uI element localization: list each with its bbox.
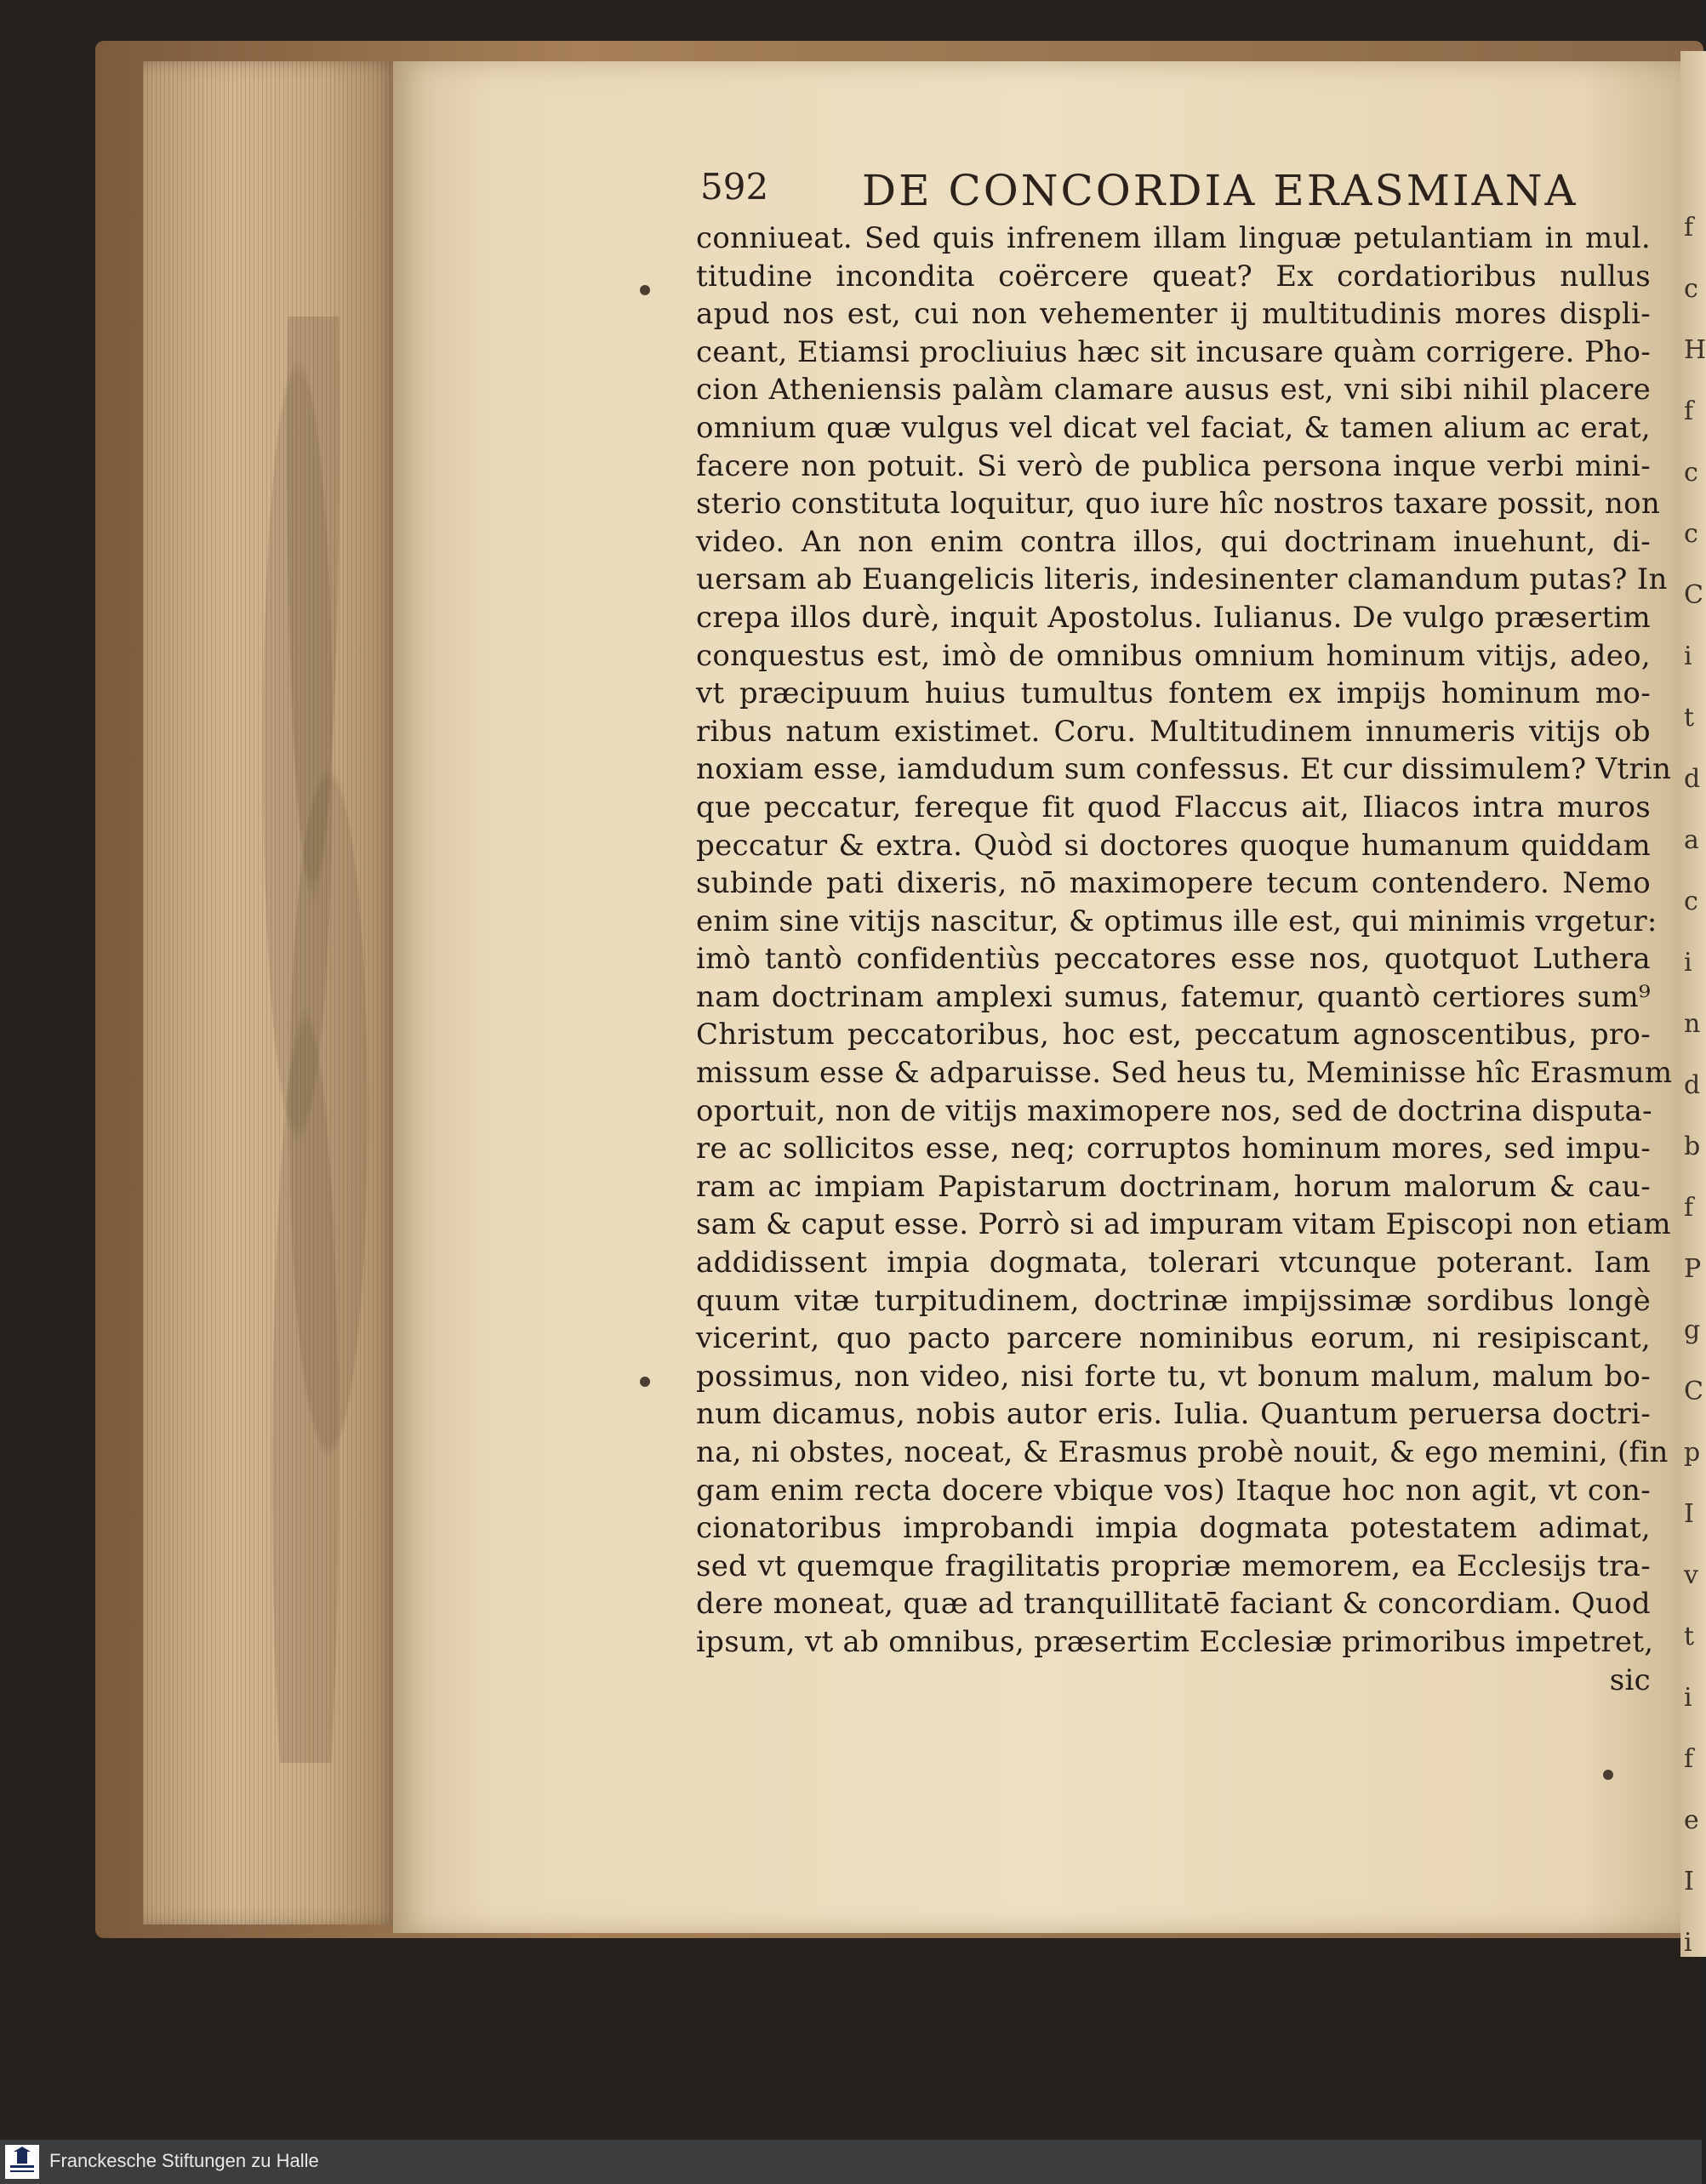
margin-letter: c (1684, 458, 1698, 488)
margin-letter: g (1684, 1315, 1701, 1345)
text-line: re ac sollicitos esse, neq; corruptos hominum mores, sed impu- (696, 1132, 1651, 1166)
text-line: Christum peccatoribus, hoc est, peccatum agnoscentibus, pro- (696, 1018, 1651, 1052)
margin-letter: a (1684, 825, 1699, 855)
text-line: titudine incondita coërcere queat? Ex cordatioribus nullus (696, 259, 1651, 294)
ink-spot (640, 1377, 650, 1387)
text-line: subinde pati dixeris, nō maximopere tecum contendero. Nemo (696, 866, 1651, 901)
margin-letter: C (1684, 580, 1703, 610)
margin-letter: i (1684, 1683, 1692, 1713)
margin-letter: d (1684, 1070, 1701, 1100)
text-line: sam & caput esse. Porrò si ad impuram vitam Episcopi non etiam (696, 1207, 1671, 1242)
margin-letter: n (1684, 1009, 1701, 1039)
text-line: num dicamus, nobis autor eris. Iulia. Quantum peruersa doctri- (696, 1397, 1651, 1432)
text-line: cion Atheniensis palàm clamare ausus est, vni sibi nihil placere (696, 373, 1651, 408)
body-text (696, 220, 1673, 1699)
text-line: addidissent impia dogmata, tolerari vtcunque poterant. Iam (696, 1246, 1651, 1280)
margin-letter: c (1684, 887, 1698, 916)
text-line: sic (1609, 1662, 1651, 1697)
margin-letter: i (1684, 642, 1692, 671)
margin-letter: p (1684, 1438, 1701, 1468)
text-line: conniueat. Sed quis infrenem illam linguæ petulantiam in mul. (696, 221, 1651, 255)
facing-page-margin (1680, 51, 1706, 1957)
margin-letter: f (1684, 1193, 1694, 1223)
margin-letter: t (1684, 1622, 1695, 1651)
text-line: ribus natum existimet. Coru. Multitudinem innumeris vitijs ob (696, 714, 1651, 749)
margin-letter: P (1684, 1254, 1702, 1284)
text-line: nam doctrinam amplexi sumus, fatemur, quantò certiores sum⁹ (696, 979, 1651, 1014)
ink-spot (640, 285, 650, 295)
margin-letter: f (1684, 213, 1694, 242)
text-line: uersam ab Euangelicis literis, indesinenter clamandum putas? In (696, 562, 1668, 597)
margin-letter: I (1684, 1499, 1694, 1529)
margin-letter: b (1684, 1132, 1701, 1161)
institution-logo-icon (5, 2145, 39, 2179)
gauffered-edge-decoration (237, 316, 390, 1763)
viewer-footer (0, 2140, 1702, 2184)
text-line: vicerint, quo pacto parcere nominibus eorum, ni resipiscant, (696, 1321, 1651, 1356)
text-line: conquestus est, imò de omnibus omnium hominum vitijs, adeo, (696, 638, 1651, 673)
running-title: DE CONCORDIA ERASMIANA (862, 166, 1578, 215)
text-line: ceant, Etiamsi procliuius hæc sit incusare quàm corrigere. Pho- (696, 334, 1651, 369)
margin-letter: d (1684, 764, 1701, 794)
text-line: na, ni obstes, noceat, & Erasmus probè nouit, & ego memini, (fin (696, 1435, 1669, 1469)
text-line: missum esse & adparuisse. Sed heus tu, Meminisse hîc Erasmum (696, 1056, 1673, 1091)
text-line: dere moneat, quæ ad tranquillitatē faciant & concordiam. Quod (696, 1587, 1651, 1622)
margin-letter: C (1684, 1377, 1703, 1406)
text-line: oportuit, non de vitijs maximopere nos, sed de doctrina disputa- (696, 1093, 1652, 1128)
ink-spot (1603, 1770, 1613, 1780)
text-line: ram ac impiam Papistarum doctrinam, horum malorum & cau- (696, 1169, 1651, 1204)
text-line: enim sine vitijs nascitur, & optimus ille est, qui minimis vrgetur: (696, 904, 1658, 938)
text-line: crepa illos durè, inquit Apostolus. Iulianus. De vulgo præsertim (696, 600, 1651, 635)
margin-letter: f (1684, 1744, 1694, 1774)
page-edges (143, 61, 398, 1925)
text-line: cionatoribus improbandi impia dogmata potestatem adimat, (696, 1511, 1651, 1546)
text-line: sed vt quemque fragilitatis propriæ memorem, ea Ecclesijs tra- (696, 1548, 1651, 1583)
text-line: possimus, non video, nisi forte tu, vt bonum malum, malum bo- (696, 1359, 1651, 1394)
page-number: 592 (700, 166, 769, 208)
margin-letter: H (1684, 335, 1706, 365)
margin-letter: I (1684, 1867, 1694, 1896)
text-line: imò tantò confidentiùs peccatores esse nos, quotquot Luthera (696, 942, 1651, 977)
text-line: que peccatur, fereque fit quod Flaccus ait, Iliacos intra muros (696, 790, 1651, 824)
margin-letter: i (1684, 948, 1692, 978)
running-header (700, 166, 1670, 214)
text-line: gam enim recta docere vbique vos) Itaque hoc non agit, vt con- (696, 1473, 1651, 1508)
margin-letter: c (1684, 519, 1698, 549)
institution-name: Franckesche Stiftungen zu Halle (49, 2150, 319, 2171)
text-line: noxiam esse, iamdudum sum confessus. Et cur dissimulem? Vtrin (696, 752, 1672, 787)
text-line: video. An non enim contra illos, qui doctrinam inuehunt, di- (696, 524, 1651, 559)
text-line: sterio constituta loquitur, quo iure hîc nostros taxare possit, non (696, 487, 1661, 522)
text-line: quum vitæ turpitudinem, doctrinæ impijssimæ sordibus longè (696, 1283, 1651, 1318)
text-line: apud nos est, cui non vehementer ij multitudinis mores displi- (696, 297, 1651, 332)
text-line: peccatur & extra. Quòd si doctores quoque humanum quiddam (696, 828, 1651, 863)
margin-letter: c (1684, 274, 1698, 304)
margin-letter: v (1684, 1560, 1698, 1590)
text-line: ipsum, vt ab omnibus, præsertim Ecclesiæ primoribus impetret, (696, 1624, 1654, 1659)
margin-letter: f (1684, 396, 1694, 426)
text-line: facere non potuit. Si verò de publica persona inque verbi mini- (696, 448, 1651, 483)
margin-letter: t (1684, 703, 1695, 733)
margin-letter: e (1684, 1805, 1699, 1835)
margin-letter: i (1684, 1928, 1692, 1958)
text-line: omnium quæ vulgus vel dicat vel faciat, & tamen alium ac erat, (696, 410, 1651, 445)
text-line: vt præcipuum huius tumultus fontem ex impijs hominum mo- (696, 676, 1651, 711)
